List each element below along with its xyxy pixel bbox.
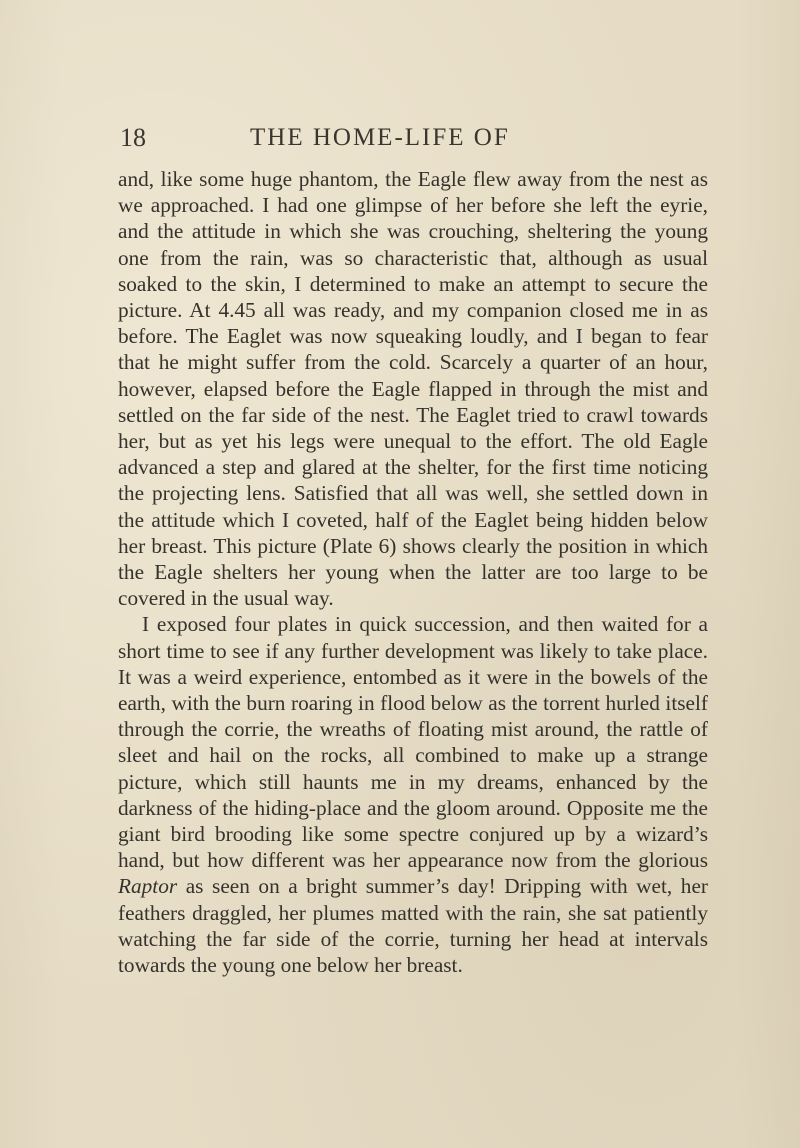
running-title: THE HOME-LIFE OF bbox=[250, 124, 510, 151]
paragraph bbox=[118, 611, 708, 978]
paragraph bbox=[118, 166, 708, 611]
paragraph-text: as seen on a bright summer’s day! Dripping with wet, her feathers draggled, her plumes matted with the rain, she sat patiently watching the far side of the corrie, turning her head at intervals towards the young one below her breast. bbox=[118, 874, 708, 978]
paragraph-text: and, like some huge phantom, the Eagle flew away from the nest as we approached. I had one glimpse of her before she left the eyrie, and the attitude in which she was crouching, sheltering the young one from the rain, was so characteristic that, although as usual soaked to the skin, I determined to make an attempt to secure the picture. At 4.45 all was ready, and my companion closed me in as before. The Eaglet was now squeaking loudly, and I began to fear that he might suffer from the cold. Scarcely a quarter of an hour, however, elapsed before the Eagle flapped in through the mist and settled on the far side of the nest. The Eaglet tried to crawl towards her, but as yet his legs were unequal to the effort. The old Eagle advanced a step and glared at the shelter, for the first time noticing the projecting lens. Satisfied that all was well, she settled down in the attitude which I coveted, half of the Eaglet being hidden below her breast. This picture (Plate 6) shows clearly the position in which the Eagle shelters her young when the latter are too large to be covered in the usual way. bbox=[118, 167, 708, 611]
italic-species-name: Raptor bbox=[118, 874, 178, 899]
running-head bbox=[120, 118, 720, 158]
page-number: 18 bbox=[120, 123, 146, 152]
body-text bbox=[118, 166, 708, 978]
paragraph-text: I exposed four plates in quick succession, and then waited for a short time to see if any further development was likely to take place. It was a weird experience, entombed as it were in the bowels of the earth, with the burn roaring in flood below as the torrent hurled itself through the corrie, the wreaths of floating mist around, the rattle of sleet and hail on the rocks, all combined to make up a strange picture, which still haunts me in my dreams, enhanced by the darkness of the hiding-place and the gloom around. Opposite me the giant bird brooding like some spectre conjured up by a wizard’s hand, but how different was her appearance now from the glorious bbox=[118, 612, 708, 873]
